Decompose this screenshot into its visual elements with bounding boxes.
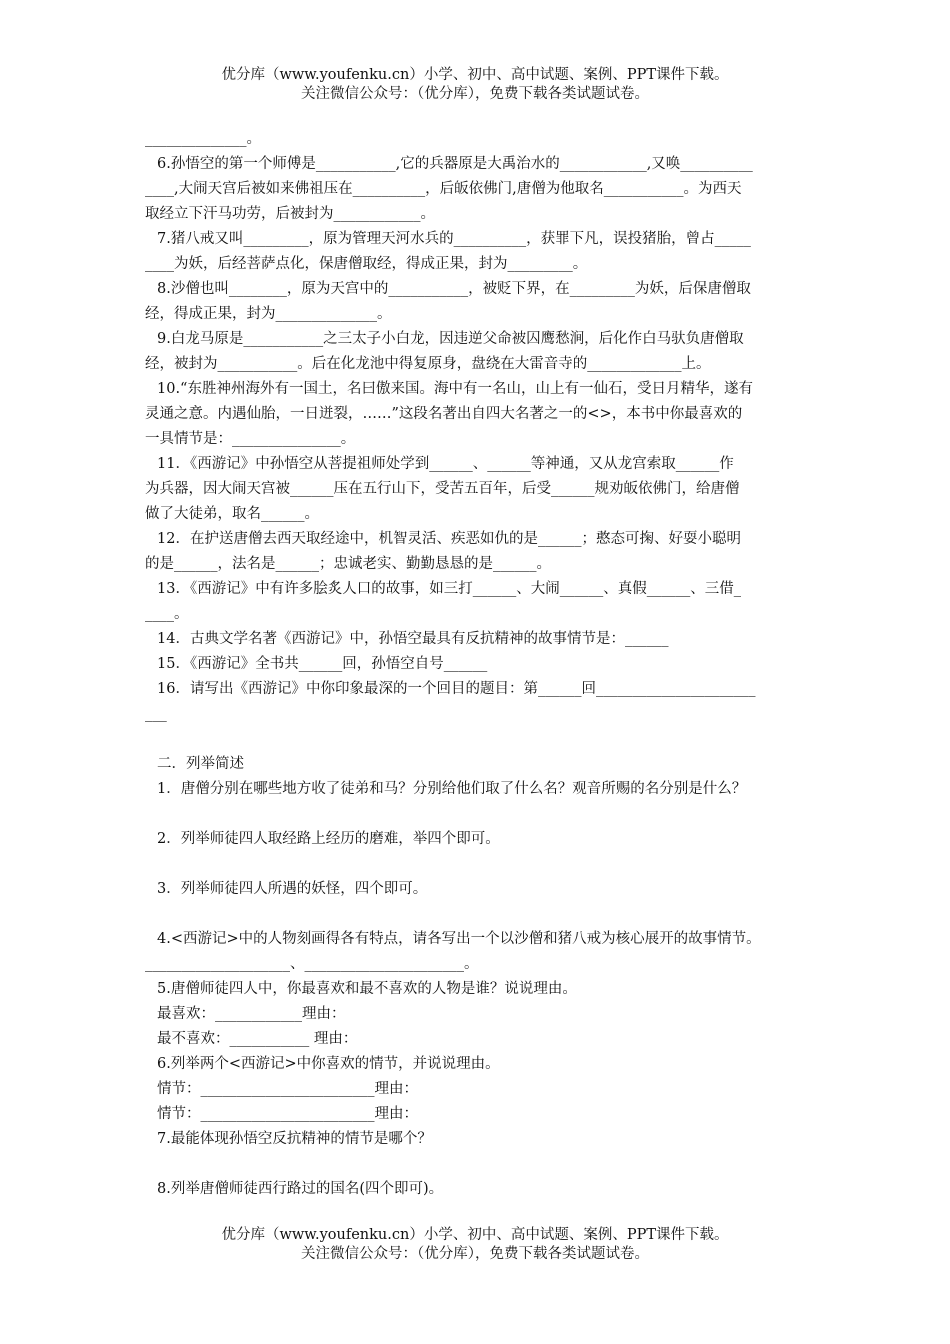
page-footer [0,1226,950,1264]
header-line-1: 优分库（www.youfenku.cn）小学、初中、高中试题、案例、PPT课件下载。 [221,67,729,83]
question-10-cont: 灵通之意。内遇仙胎，一日迸裂，……”这段名著出自四大名著之一的<>，本书中你最喜欢的 [145,406,743,422]
question-16-cont: ___ [145,706,167,722]
question-11-cont: 为兵器，因大闹天宫被______压在五行山下，受苦五百年，后受______规劝皈依佛门，给唐僧 [145,481,740,497]
short-question-4: 4.<西游记>中的人物刻画得各有特点，请各写出一个以沙僧和猪八戒为核心展开的故事情节。 [157,931,761,947]
favorite-line: 最喜欢：____________理由： [157,1006,346,1022]
short-question-3: 3．列举师徒四人所遇的妖怪，四个即可。 [157,881,428,897]
spacer [145,852,810,877]
question-12: 12．在护送唐僧去西天取经途中，机智灵活、疾恶如仇的是______；憨态可掬、好耍小聪明 [157,531,741,547]
short-question-8: 8.列举唐僧师徒西行路过的国名(四个即可)。 [157,1181,444,1197]
question-15: 15．《西游记》全书共______回，孙悟空自号______ [157,656,488,672]
question-10-cont: 一具情节是：_______________。 [145,431,356,447]
spacer [145,727,810,752]
short-question-4-blanks: ____________________、______________________。 [145,956,479,972]
question-16: 16．请写出《西游记》中你印象最深的一个回目的题目：第______回______________________ [157,681,756,697]
blank-line: ______________。 [145,131,261,147]
spacer [145,802,810,827]
question-14: 14．古典文学名著《西游记》中，孙悟空最具有反抗精神的故事情节是：______ [157,631,669,647]
question-9: 9.白龙马原是___________之三太子小白龙，因违逆父命被囚鹰愁涧，后化作白马驮负唐僧取 [157,331,744,347]
question-6: 6.孙悟空的第一个师傅是___________,它的兵器原是大禹治水的____________,又唤__________ [157,156,753,172]
question-11: 11．《西游记》中孙悟空从菩提祖师处学到______、______等神通，又从龙宫索取______作 [157,456,734,472]
document-body [145,127,810,1202]
spacer [145,1152,810,1177]
short-question-6: 6.列举两个<西游记>中你喜欢的情节，并说说理由。 [157,1056,500,1072]
footer-line-2: 关注微信公众号：（优分库），免费下载各类试题试卷。 [301,1246,649,1262]
plot-line-1: 情节：________________________理由： [157,1081,418,1097]
question-7: 7.猪八戒又叫_________，原为管理天河水兵的__________，获罪下凡，误投猪胎，曾占_____ [157,231,751,247]
question-13: 13．《西游记》中有许多脍炙人口的故事，如三打______、大闹______、真假______、三借_ [157,581,741,597]
page-header [0,66,950,104]
short-question-1: 1．唐僧分别在哪些地方收了徒弟和马？分别给他们取了什么名？观音所赐的名分别是什么？ [157,781,747,797]
question-8: 8.沙僧也叫________，原为天宫中的___________，被贬下界，在_________为妖，后保唐僧取 [157,281,751,297]
question-11-cont: 做了大徒弟，取名______。 [145,506,319,522]
question-13-cont: ____。 [145,606,189,622]
header-line-2: 关注微信公众号：（优分库），免费下载各类试题试卷。 [301,86,649,102]
least-favorite-line: 最不喜欢：___________ 理由： [157,1031,358,1047]
section-2-title: 二．列举简述 [157,756,244,772]
question-7-cont: ____为妖，后经菩萨点化，保唐僧取经，得成正果，封为_________。 [145,256,588,272]
question-12-cont: 的是______，法名是______；忠诚老实、勤勤恳恳的是______。 [145,556,551,572]
short-question-5: 5.唐僧师徒四人中，你最喜欢和最不喜欢的人物是谁？说说理由。 [157,981,577,997]
short-question-2: 2．列举师徒四人取经路上经历的磨难，举四个即可。 [157,831,500,847]
spacer [145,902,810,927]
question-10: 10.“东胜神州海外有一国土，名曰傲来国。海中有一名山，山上有一仙石，受日月精华，遂有 [157,381,753,397]
question-6-cont: 取经立下汗马功劳，后被封为____________。 [145,206,435,222]
question-9-cont: 经，被封为___________。后在化龙池中得复原身，盘绕在大雷音寺的_____________上。 [145,356,711,372]
short-question-7: 7.最能体现孙悟空反抗精神的情节是哪个？ [157,1131,432,1147]
plot-line-2: 情节：________________________理由： [157,1106,418,1122]
footer-line-1: 优分库（www.youfenku.cn）小学、初中、高中试题、案例、PPT课件下载。 [221,1227,729,1243]
question-8-cont: 经，得成正果，封为______________。 [145,306,392,322]
question-6-cont: ____,大闹天宫后被如来佛祖压在__________，后皈依佛门,唐僧为他取名___________。为西天 [145,181,742,197]
